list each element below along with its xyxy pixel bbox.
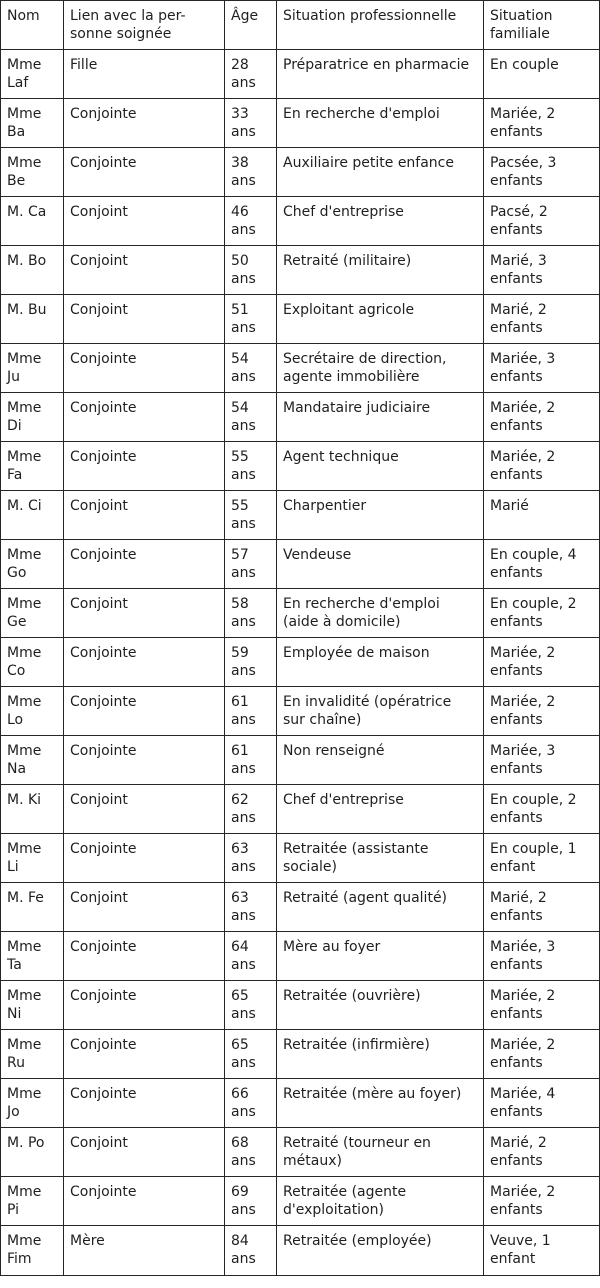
cell-nom: Mme Ba: [1, 99, 64, 148]
cell-situation-fam: Marié, 2 enfants: [484, 295, 600, 344]
cell-nom: M. Fe: [1, 883, 64, 932]
cell-lien: Conjointe: [64, 540, 225, 589]
cell-situation-pro: Agent technique: [277, 442, 484, 491]
cell-age: 50 ans: [225, 246, 277, 295]
table-row: [1, 442, 600, 491]
cell-situation-pro: Charpentier: [277, 491, 484, 540]
cell-nom: Mme Be: [1, 148, 64, 197]
table-row: [1, 834, 600, 883]
cell-lien: Conjointe: [64, 344, 225, 393]
cell-situation-pro: Employée de maison: [277, 638, 484, 687]
cell-age: 65 ans: [225, 1030, 277, 1079]
table-row: [1, 393, 600, 442]
cell-age: 68 ans: [225, 1128, 277, 1177]
cell-situation-pro: En invalidité (opératrice sur chaîne): [277, 687, 484, 736]
cell-nom: Mme Lo: [1, 687, 64, 736]
table-row: [1, 491, 600, 540]
cell-situation-fam: Pacsée, 3 enfants: [484, 148, 600, 197]
header-situation-fam: Situation familiale: [484, 1, 600, 50]
cell-nom: Mme Go: [1, 540, 64, 589]
cell-age: 84 ans: [225, 1226, 277, 1276]
cell-situation-pro: Exploitant agricole: [277, 295, 484, 344]
cell-lien: Conjoint: [64, 197, 225, 246]
table-row: [1, 785, 600, 834]
cell-lien: Conjointe: [64, 687, 225, 736]
cell-age: 63 ans: [225, 834, 277, 883]
table-row: [1, 736, 600, 785]
cell-lien: Conjointe: [64, 1030, 225, 1079]
cell-nom: M. Ci: [1, 491, 64, 540]
cell-nom: M. Po: [1, 1128, 64, 1177]
table-row: [1, 344, 600, 393]
cell-nom: Mme Fim: [1, 1226, 64, 1276]
cell-lien: Conjointe: [64, 834, 225, 883]
cell-nom: Mme Ni: [1, 981, 64, 1030]
header-situation-pro: Situation professionnelle: [277, 1, 484, 50]
header-age: Âge: [225, 1, 277, 50]
cell-nom: M. Bo: [1, 246, 64, 295]
cell-age: 59 ans: [225, 638, 277, 687]
header-lien: Lien avec la per-sonne soignée: [64, 1, 225, 50]
table-row: [1, 148, 600, 197]
cell-situation-pro: En recherche d'emploi (aide à domicile): [277, 589, 484, 638]
table-row: [1, 883, 600, 932]
cell-lien: Conjointe: [64, 736, 225, 785]
cell-age: 38 ans: [225, 148, 277, 197]
cell-situation-pro: Chef d'entreprise: [277, 197, 484, 246]
cell-situation-pro: Retraitée (assistante sociale): [277, 834, 484, 883]
cell-situation-pro: Secrétaire de direction, agente immobilière: [277, 344, 484, 393]
cell-age: 61 ans: [225, 736, 277, 785]
cell-situation-fam: Mariée, 2 enfants: [484, 638, 600, 687]
table-row: [1, 687, 600, 736]
cell-lien: Conjointe: [64, 442, 225, 491]
cell-lien: Conjoint: [64, 491, 225, 540]
cell-age: 57 ans: [225, 540, 277, 589]
cell-nom: M. Bu: [1, 295, 64, 344]
cell-situation-fam: Mariée, 2 enfants: [484, 981, 600, 1030]
cell-nom: Mme Ge: [1, 589, 64, 638]
cell-situation-fam: En couple, 1 enfant: [484, 834, 600, 883]
cell-nom: Mme Na: [1, 736, 64, 785]
cell-situation-pro: Retraitée (infirmière): [277, 1030, 484, 1079]
cell-situation-pro: Retraitée (employée): [277, 1226, 484, 1276]
cell-nom: Mme Fa: [1, 442, 64, 491]
cell-situation-fam: En couple: [484, 50, 600, 99]
cell-situation-pro: Retraitée (agente d'exploitation): [277, 1177, 484, 1226]
cell-lien: Conjointe: [64, 148, 225, 197]
cell-age: 62 ans: [225, 785, 277, 834]
cell-situation-pro: Mère au foyer: [277, 932, 484, 981]
cell-age: 66 ans: [225, 1079, 277, 1128]
cell-lien: Conjointe: [64, 981, 225, 1030]
cell-lien: Conjoint: [64, 295, 225, 344]
cell-situation-pro: Retraité (tourneur en métaux): [277, 1128, 484, 1177]
table-row: [1, 1128, 600, 1177]
table-row: [1, 932, 600, 981]
cell-situation-fam: Mariée, 2 enfants: [484, 442, 600, 491]
table-row: [1, 1177, 600, 1226]
cell-nom: Mme Ru: [1, 1030, 64, 1079]
table-row: [1, 1079, 600, 1128]
cell-situation-pro: Non renseigné: [277, 736, 484, 785]
cell-situation-pro: Retraité (agent qualité): [277, 883, 484, 932]
cell-nom: Mme Co: [1, 638, 64, 687]
cell-age: 63 ans: [225, 883, 277, 932]
cell-nom: M. Ki: [1, 785, 64, 834]
cell-situation-fam: En couple, 4 enfants: [484, 540, 600, 589]
cell-age: 58 ans: [225, 589, 277, 638]
cell-nom: Mme Di: [1, 393, 64, 442]
cell-age: 33 ans: [225, 99, 277, 148]
table-row: [1, 1226, 600, 1276]
cell-lien: Conjoint: [64, 883, 225, 932]
cell-situation-pro: Retraitée (ouvrière): [277, 981, 484, 1030]
cell-situation-fam: Marié, 2 enfants: [484, 883, 600, 932]
table-body: [1, 50, 600, 1276]
cell-situation-fam: En couple, 2 enfants: [484, 589, 600, 638]
cell-nom: M. Ca: [1, 197, 64, 246]
cell-age: 54 ans: [225, 393, 277, 442]
cell-lien: Conjointe: [64, 393, 225, 442]
cell-situation-fam: Marié, 3 enfants: [484, 246, 600, 295]
cell-lien: Conjointe: [64, 99, 225, 148]
table-row: [1, 1030, 600, 1079]
cell-situation-pro: Préparatrice en pharmacie: [277, 50, 484, 99]
cell-situation-fam: Mariée, 3 enfants: [484, 932, 600, 981]
cell-situation-pro: Auxiliaire petite enfance: [277, 148, 484, 197]
table-row: [1, 246, 600, 295]
cell-situation-fam: Veuve, 1 enfant: [484, 1226, 600, 1276]
cell-situation-pro: En recherche d'emploi: [277, 99, 484, 148]
cell-lien: Fille: [64, 50, 225, 99]
cell-age: 65 ans: [225, 981, 277, 1030]
cell-nom: Mme Jo: [1, 1079, 64, 1128]
cell-situation-fam: Mariée, 2 enfants: [484, 1030, 600, 1079]
cell-situation-fam: Mariée, 3 enfants: [484, 344, 600, 393]
cell-situation-pro: Chef d'entreprise: [277, 785, 484, 834]
cell-lien: Conjointe: [64, 1079, 225, 1128]
cell-situation-fam: Mariée, 2 enfants: [484, 393, 600, 442]
cell-nom: Mme Laf: [1, 50, 64, 99]
cell-situation-fam: Mariée, 2 enfants: [484, 99, 600, 148]
table-row: [1, 589, 600, 638]
table-row: [1, 638, 600, 687]
cell-age: 69 ans: [225, 1177, 277, 1226]
cell-lien: Conjointe: [64, 1177, 225, 1226]
table-header: [1, 1, 600, 50]
cell-situation-pro: Mandataire judiciaire: [277, 393, 484, 442]
cell-age: 64 ans: [225, 932, 277, 981]
cell-situation-pro: Retraitée (mère au foyer): [277, 1079, 484, 1128]
cell-situation-fam: Mariée, 4 enfants: [484, 1079, 600, 1128]
cell-lien: Mère: [64, 1226, 225, 1276]
table-row: [1, 50, 600, 99]
cell-lien: Conjoint: [64, 589, 225, 638]
cell-age: 54 ans: [225, 344, 277, 393]
cell-situation-fam: Marié: [484, 491, 600, 540]
cell-lien: Conjoint: [64, 785, 225, 834]
cell-lien: Conjointe: [64, 638, 225, 687]
cell-situation-fam: Marié, 2 enfants: [484, 1128, 600, 1177]
cell-nom: Mme Li: [1, 834, 64, 883]
cell-age: 55 ans: [225, 491, 277, 540]
cell-lien: Conjointe: [64, 932, 225, 981]
cell-situation-fam: Mariée, 3 enfants: [484, 736, 600, 785]
cell-situation-pro: Retraité (militaire): [277, 246, 484, 295]
cell-nom: Mme Ta: [1, 932, 64, 981]
cell-age: 28 ans: [225, 50, 277, 99]
cell-age: 55 ans: [225, 442, 277, 491]
table-row: [1, 981, 600, 1030]
cell-age: 46 ans: [225, 197, 277, 246]
cell-situation-fam: Pacsé, 2 enfants: [484, 197, 600, 246]
cell-age: 61 ans: [225, 687, 277, 736]
header-nom: Nom: [1, 1, 64, 50]
header-row: [1, 1, 600, 50]
cell-age: 51 ans: [225, 295, 277, 344]
cell-nom: Mme Pi: [1, 1177, 64, 1226]
cell-lien: Conjoint: [64, 246, 225, 295]
table-row: [1, 295, 600, 344]
table-row: [1, 540, 600, 589]
cell-situation-pro: Vendeuse: [277, 540, 484, 589]
table-row: [1, 99, 600, 148]
cell-situation-fam: En couple, 2 enfants: [484, 785, 600, 834]
cell-nom: Mme Ju: [1, 344, 64, 393]
cell-situation-fam: Mariée, 2 enfants: [484, 687, 600, 736]
cell-lien: Conjoint: [64, 1128, 225, 1177]
table-row: [1, 197, 600, 246]
cell-situation-fam: Mariée, 2 enfants: [484, 1177, 600, 1226]
